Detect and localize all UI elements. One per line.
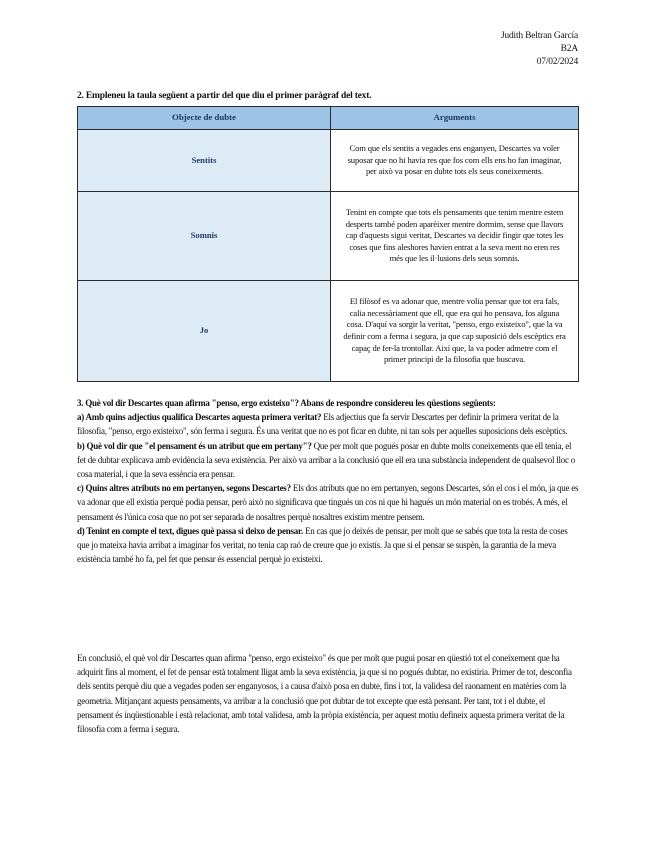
table-row [78,281,579,382]
question-3-section [77,396,581,566]
document-date: 07/02/2024 [536,57,578,67]
question-3-title: 3. Què vol dir Descartes quan afirma "penso, ergo existeixo"? Abans de respondre considereu les qüestions següents: [77,398,496,408]
table-cell-object: Sentits [78,130,331,192]
doubt-table [77,106,579,382]
question-3a-answer: Els adjectius que fa servir Descartes per definir la primera veritat de la filosofia, "penso, ergo existeixo", són ferma i segura. És una veritat que no es pot ficar en dubte, ni tan sols per aquelles suposicions dels escèptics. [77,412,568,437]
question-3c-answer: Els dos atributs que no em pertanyen, segons Descartes, són el cos i el món, ja que es va adonar que ell existia perquè podia pensar, però això no significava que tingués un cos ni que hi hagués un món material on es trobés. A més, el pensament és l'única cosa que no pot ser separada de nosaltres perquè nosaltres existim mentre pensem. [77,483,579,522]
table-row [78,130,579,192]
question-2-title: 2. Empleneu la taula següent a partir del que diu el primer paràgraf del text. [77,91,372,101]
question-3d-prompt: d) Tenint en compte el text, digues què passa si deixo de pensar. [77,525,303,536]
conclusion-paragraph [77,651,581,736]
table-cell-argument: Com que els sentits a vegades ens enganyen, Descartes va voler suposar que no hi havia res que fos com ells ens ho fan imaginar, per això va posar en dubte tots els seus coneixements. [331,130,579,192]
question-3a [77,410,581,438]
question-3b-answer: Que per molt que pogués posar en dubte molts coneixements que ell tenia, el fet de dubtar explicava amb evidència la seva existència. Per això va arribar a la conclusió que ell era una substància independent de qualsevol lloc o cosa material, i que la seva essència era pensar. [77,440,576,480]
question-3d-answer: En cas que jo deixés de pensar, per molt que se sabés que tota la resta de coses que jo mateixa havia arribat a imaginar fos veritat, no tenia cap raó de creure que jo existís. Ja que si el pensar se suspèn, la garantia de la meva existència també ho fa, pel fet que pensar és essencial perquè jo existeixi. [77,525,568,565]
question-3b-prompt: b) Què vol dir que "el pensament és un atribut que em pertany"? [77,440,312,451]
document-header [501,30,578,69]
table-cell-object: Somnis [78,192,331,281]
question-3b [77,439,581,482]
question-3a-prompt: a) Amb quins adjectius qualifica Descartes aquesta primera veritat? [77,412,322,423]
question-3c-prompt: c) Quins altres atributs no em pertanyen, segons Descartes? [77,483,291,494]
table-cell-object: Jo [78,281,331,382]
table-cell-argument: El filòsof es va adonar que, mentre volia pensar que tot era fals, calia necessàriament que ell, que era qui ho pensava, fos alguna cosa. D'aquí va sorgir la veritat, "penso, ergo existeixo", que la va definir com a ferma i segura, ja que cap suposició dels escèptics era capaç de fer-la trontollar. Així que, la va poder admetre com el primer principi de la filosofia que buscava. [331,281,579,382]
table-cell-argument: Tenint en compte que tots els pensaments que tenim mentre estem desperts també poden aparèixer mentre dormim, sense que llavors cap d'aquests sigui veritat, Descartes va decidir fingir que totes les coses que fins aleshores havien entrat a la seva ment no eren res més que les il·lusions dels seus somnis. [331,192,579,281]
table-header-arguments: Arguments [331,107,579,130]
conclusion-text: En conclusió, el què vol dir Descartes quan afirma "penso, ergo existeixo" és que per molt que pugui posar en qüestió tot el coneixement que ha adquirit fins al moment, el fet de pensar està totalment lligat amb la seva existència, ja que si no pogués dubtar, no existiria. Primer de tot, desconfia dels sentits perquè diu que a vegades poden ser enganyosos, i a causa d'això posa en dubte, fins i tot, la validesa del raonament en matèries com la geometria. Mitjançant aquests pensaments, va arribar a la conclusió que pot dubtar de tot excepte que està pensant. Per tant, tot i el dubte, el pensament és inqüestionable i està relacionat, amb total validesa, amb la pròpia existència, per aquest motiu defineix aquesta primera veritat de la filosofia com a ferma i segura. [77,653,572,735]
question-3c [77,481,581,524]
table-header-object: Objecte de dubte [78,107,331,130]
table-row [78,192,579,281]
course-label: B2A [560,44,578,54]
question-3d [77,524,581,567]
author-name: Judith Beltran García [500,31,578,41]
